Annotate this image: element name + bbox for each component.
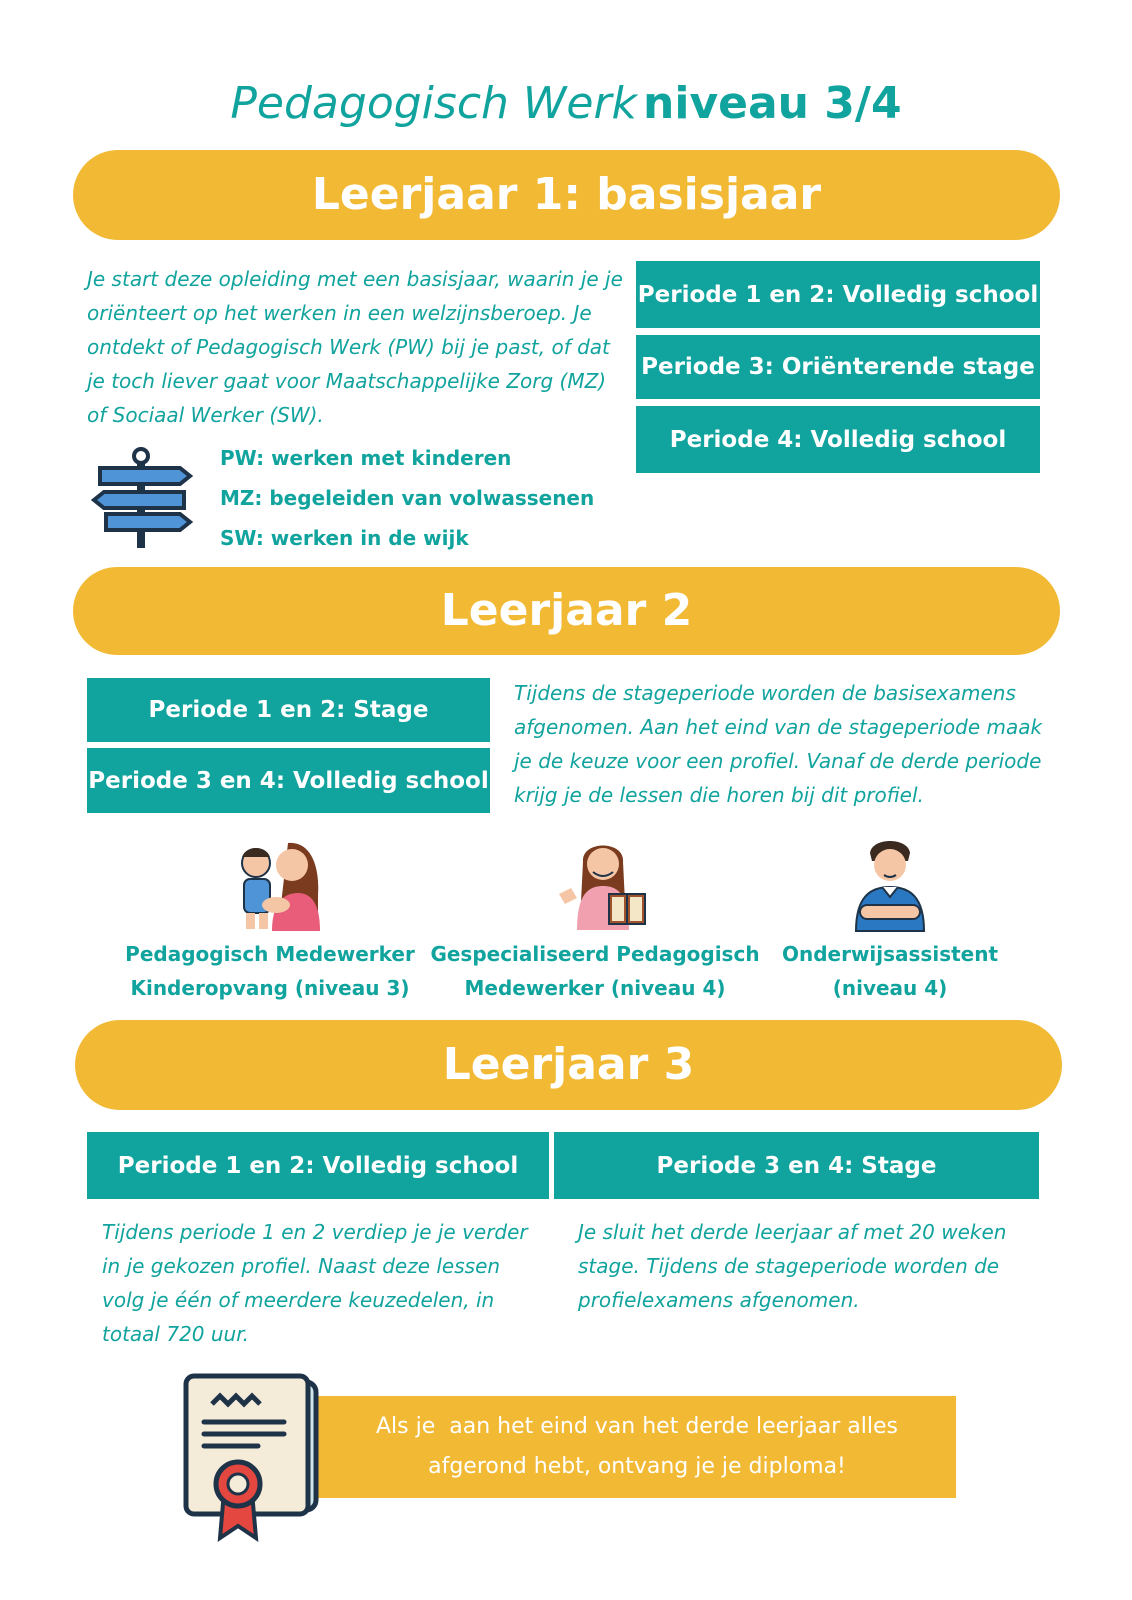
profile-1-line2: Kinderopvang (niveau 3) bbox=[130, 976, 410, 1000]
profile-onderwijsassistent bbox=[760, 937, 1020, 1005]
signpost-icon bbox=[90, 446, 194, 550]
profile-2-line1: Gespecialiseerd Pedagogisch bbox=[430, 942, 760, 966]
year2-period-3-4: Periode 3 en 4: Volledig school bbox=[87, 748, 490, 813]
diploma-message bbox=[318, 1396, 956, 1498]
title-italic: Pedagogisch Werk bbox=[230, 78, 638, 129]
route-item-pw: PW: werken met kinderen bbox=[220, 446, 512, 470]
profile-pm-kinderopvang bbox=[110, 937, 430, 1005]
year2-text: Tijdens de stageperiode worden de basisexamens afgenomen. Aan het eind van de stageperiode maak je de keuze voor een profiel. Vanaf de derde periode krijg je de lessen die horen bij dit profiel. bbox=[514, 681, 1043, 807]
profile-gespecialiseerd bbox=[425, 937, 765, 1005]
year1-period-3: Periode 3: Oriënterende stage bbox=[636, 335, 1040, 399]
year1-route-list bbox=[220, 438, 640, 558]
title-bold: niveau 3/4 bbox=[643, 78, 902, 129]
diploma-line2: afgerond hebt, ontvang je je diploma! bbox=[428, 1454, 846, 1479]
year1-period-1-2: Periode 1 en 2: Volledig school bbox=[636, 261, 1040, 328]
route-item-mz: MZ: begeleiden van volwassenen bbox=[220, 486, 595, 510]
year3-text-left: Tijdens periode 1 en 2 verdiep je je verder in je gekozen profiel. Naast deze lessen volg je één of meerdere keuzedelen, in totaal 720 uur. bbox=[102, 1220, 528, 1346]
route-item-sw: SW: werken in de wijk bbox=[220, 526, 469, 550]
year2-period-1-2: Periode 1 en 2: Stage bbox=[87, 678, 490, 742]
year3-text-right: Je sluit het derde leerjaar af met 20 weken stage. Tijdens de stageperiode worden de profielexamens afgenomen. bbox=[578, 1220, 1007, 1312]
year1-banner: Leerjaar 1: basisjaar bbox=[73, 150, 1060, 240]
page-title bbox=[0, 78, 1132, 129]
profile-3-line2: (niveau 4) bbox=[832, 976, 948, 1000]
year3-period-1-2: Periode 1 en 2: Volledig school bbox=[87, 1132, 549, 1199]
profile-1-line1: Pedagogisch Medewerker bbox=[125, 942, 415, 966]
profile-3-line1: Onderwijsassistent bbox=[781, 942, 999, 966]
diploma-icon bbox=[180, 1368, 330, 1548]
year1-period-4: Periode 4: Volledig school bbox=[636, 406, 1040, 473]
woman-book-icon bbox=[553, 832, 653, 932]
man-arms-crossed-icon bbox=[850, 835, 930, 935]
year3-banner: Leerjaar 3 bbox=[75, 1020, 1062, 1110]
diploma-line1: Als je aan het eind van het derde leerjaar alles bbox=[375, 1414, 899, 1439]
year2-banner: Leerjaar 2 bbox=[73, 567, 1060, 655]
profile-2-line2: Medewerker (niveau 4) bbox=[464, 976, 726, 1000]
mother-baby-icon bbox=[228, 835, 328, 935]
year1-intro: Je start deze opleiding met een basisjaar, waarin je je oriënteert op het werken in een welzijnsberoep. Je ontdekt of Pedagogisch Werk (PW) bij je past, of dat je toch liever gaat voor Maatschappelijke Zorg (MZ) of Sociaal Werker (SW). bbox=[87, 267, 623, 427]
year3-period-3-4: Periode 3 en 4: Stage bbox=[554, 1132, 1039, 1199]
